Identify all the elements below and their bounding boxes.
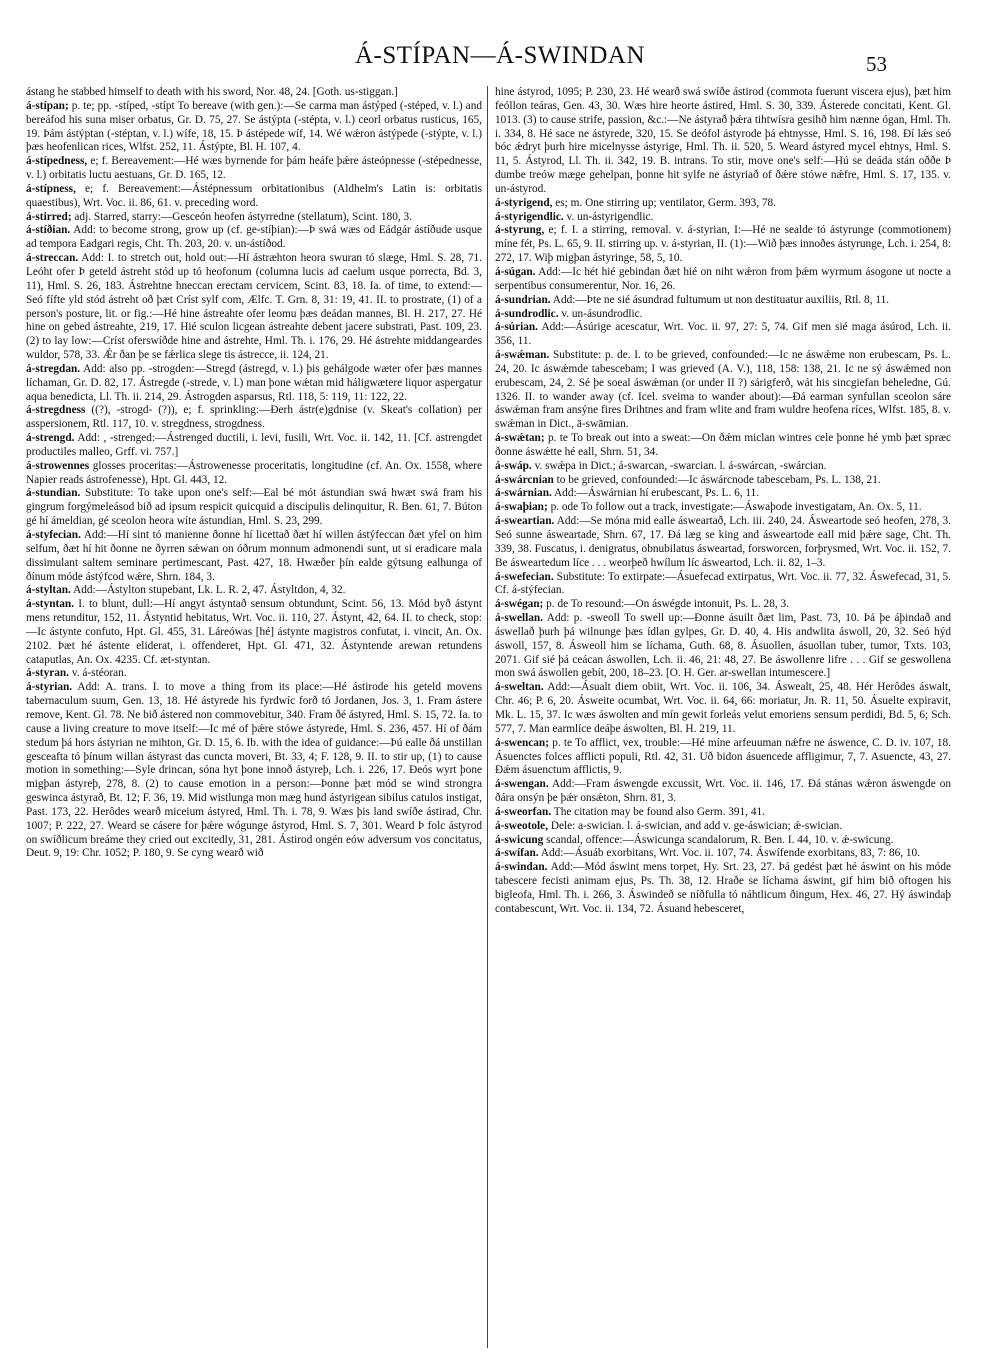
dictionary-entry: [26, 211, 482, 225]
entry-headword: á-sweartian.: [495, 515, 555, 528]
entry-headword: á-sundrodlic.: [495, 307, 559, 320]
entry-text: Add:—Fram áswengde excussit, Wrt. Voc. ii. 146, 17. Ðá stánas wǽron áswengde on ðára onsýn þe þǽr onsǽton, Shrn. 81, 3.: [495, 778, 951, 805]
entry-text: Add: , -strenged:—Ástrenged ductili, i. levi, fusili, Wrt. Voc. ii. 142, 11. [Cf. astrengdet productiles malleo, Grff. vi. 757.]: [26, 432, 482, 458]
dictionary-entry: [495, 737, 951, 779]
dictionary-entry: [495, 571, 951, 599]
entry-headword: á-strowennes: [26, 459, 90, 472]
entry-text: scandal, offence:—Áswicunga scandalorum, R. Ben. I. 44, 10. v. ǽ-swicung.: [546, 833, 894, 846]
entry-text: Add: I. to stretch out, hold out:—Hí ástræhton heora swuran tó slæge, Hml. S. 28, 71. Leóht ofer Þ geteld ástreht stód up tó heofonum (columna lucis ad caelum usque porrecta, Bd. 3, 11), Hml. S. 26, 183. Ástrehtne hneccan erectam cervicem, Scint. 83, 18. Ia. of time, to extend:—Seó fífte yld stód ástreht oð þæt Críst sylf com, Ælfc. T. Grn. 8, 31: 19, 41. II. to prostrate, (1) of a person's posture, lit. or fig.:—Hé hine ástreahte ofer leomu þæs deádan mannes, Bl. H. 217, 27. Hé hine on gebed ástreahte, 219, 17. Hié sculon licgean ástreahte debent jacere substrati, Past. 109, 23. (2) to lay low:—Críst oferswíðde hine and ástrehte, Hml. Th. i. 176, 29. Hé ástrehte middangeardes wuldor, 578, 33. Ǽr ðan þe se fǽrlica slege tis ástrecce, ii. 124, 21.: [26, 252, 482, 362]
dictionary-entry: [495, 820, 951, 834]
entry-headword: á-sundrian.: [495, 293, 551, 306]
entry-headword: á-stípedness,: [26, 155, 88, 168]
dictionary-entry: [26, 487, 482, 529]
entry-headword: á-stíðian.: [26, 224, 71, 237]
running-title: Á-STÍPAN—Á-SWINDAN: [354, 42, 646, 69]
entry-text: Add: to become strong, grow up (cf. ge-stíþian):—Þ swá wæs od Eádgár ástíðude usque ad tempora Eadgari regis, Cht. Th. 203, 20. v. un-ástíðod.: [26, 224, 482, 251]
entry-headword: á-styrung,: [495, 224, 545, 237]
column-divider: [487, 86, 488, 1348]
dictionary-entry: [26, 584, 482, 598]
dictionary-entry: [26, 529, 482, 584]
page-number: 53: [866, 52, 887, 76]
dictionary-entry: [495, 321, 951, 349]
dictionary-entry: [26, 100, 482, 155]
entry-headword: á-stregdan.: [26, 362, 81, 375]
entry-headword: á-styltan.: [26, 584, 71, 597]
dictionary-entry: [26, 598, 482, 667]
entry-text: The citation may be found also Germ. 391, 41.: [553, 805, 765, 818]
entry-text: Add: A. trans. I. to move a thing from its place:—Hé ástirode his geteld movens tabernaculum suum, Gen. 13, 18. Hé ástyrede his fyrdwíc forð tó Jordanen, Jos. 3, 1. Fram ástere remove, Kent. Gl. 78. Ne bið ástered non commovebitur, 340. Fram ðé ástyred, Hml. S. 15, 72. Ia. to cause a living creature to move itself:—Ic mé of þǽre stówe ástyrede, Hml. S. 236, 457. Hí of ðám stedum þá hors ástyrian ne mihton, Gr. D. 15, 6. Ib. with the idea of guidance:—Þú ealle ðá unstillan gesceafta tó þínum willan ástyrast das cuncta moveri, Bt. 33, 4; F. 128, 9. II. to stir up, (1) to cause motion in something:—Syle drincan, sóna hyt þone innoð ástyreþ, Lch. i. 226, 17. Ðeós wyrt þone migþan ástyreþ, 278, 8. (2) to cause emotion in a person:—Þonne þæt mód se wind strongra geswinca ástyrað, Bt. 12; F. 36, 19. Mid wistlunga mon mæg hund ástyrigean sibilus catulos instigat, Past. 173, 22. Herôdes wearð miceium ástyred, Hml. Th. i. 78, 9. Wæs þis land swíðe ástirad, Chr. 1007; P. 222, 27. Weard se cásere for þǽre wógunge ástyrod, Hml. S. 7, 301. Weard Þ folc ástyrod on swíðlicum breáme they cried out excitedly, 31, 281. Ástirod ongén eów adversum vos concitatus, Deut. 9, 19: Chr. 1052; P. 180, 9. Se cyng wearð wið: [26, 681, 482, 860]
dictionary-entry: [495, 834, 951, 848]
dictionary-entry: [26, 404, 482, 432]
entry-headword: á-swǽman.: [495, 349, 550, 362]
dictionary-entry: [495, 86, 951, 197]
entry-headword: á-swicung: [495, 833, 544, 846]
entry-text: es; m. One stirring up; ventilator, Germ. 393, 78.: [555, 196, 777, 209]
entry-headword: á-súgan.: [495, 265, 536, 278]
dictionary-entry: [26, 86, 482, 100]
page-header: [0, 26, 1000, 76]
dictionary-entry: [495, 861, 951, 916]
entry-text: p. ode To follow out a track, investigate:—Áswaþode investigatam, An. Ox. 5, 11.: [550, 501, 922, 514]
entry-text: Dele: a-swician. l. á-swician, and add v. ge-áswician; ǽ-swician.: [550, 819, 843, 832]
entry-headword: á-styrigend,: [495, 196, 553, 209]
entry-headword: á-swellan.: [495, 612, 544, 625]
dictionary-entry: [495, 474, 951, 488]
dictionary-entry: [495, 847, 951, 861]
entry-headword: á-swengan.: [495, 778, 549, 791]
dictionary-entry: [26, 460, 482, 488]
entry-headword: á-swégan;: [495, 598, 544, 611]
entry-headword: á-swindan.: [495, 861, 548, 874]
entry-text: v. á-stéoran.: [71, 667, 127, 680]
entry-text: e; f. Bereavement:—Ástépnessum orbitationibus (Aldhelm's Latin is: orbitatis quaestibus), Wrt. Voc. ii. 86, 61. v. preceding word.: [26, 182, 482, 209]
entry-text: Add: p. -sweoll To swell up:—Ðonne ásuilt ðæt lim, Past. 73, 10. Þá þe áþindað and áswellað þurh þá wilnunge þæs ídlan gylpes, Gr. D. 40, 4. His andwlita áswoll, 20, 32. Seó hýd áswoll, 157, 8. Ásweoll him se líchama, Guth. 68, 8. Ásuollen, ásuollan tuber, tumor, Txts. 103, 2071. Gif sié þá ceácan áswollen, Lch. ii. 46, 21: 48, 27. Be áswollenre lifre . . . Gif se geswollena mon swá áswollen gebít, 200, 18–23. [O. H. Ger. ar-swellan intumescere.]: [495, 612, 951, 680]
entry-headword: á-styfecian.: [26, 529, 81, 541]
dictionary-entry: [495, 308, 951, 322]
entry-text: ástang he stabbed himself to death with his sword, Nor. 48, 24. [Goth. us-stiggan.]: [26, 86, 398, 98]
dictionary-entry: [26, 155, 482, 183]
dictionary-entry: [26, 681, 482, 861]
entry-text: Add:—Þte ne sié ásundrad fultumum ut non destituatur auxiliis, Rtl. 8, 11.: [552, 293, 890, 306]
entry-text: Add:—Ástylton stupebant, Lk. L. R. 2, 47. Ástyltdon, 4, 32.: [73, 584, 346, 597]
entry-text: to be grieved, confounded:—Ic áswárcnode tabescebam, Ps. L. 138, 21.: [556, 473, 881, 486]
entry-headword: á-swífan.: [495, 847, 539, 860]
entry-headword: á-swárcnian: [495, 473, 554, 486]
entry-text: Add:—Ásuáb exorbitans, Wrt. Voc. ii. 107, 74. Áswífende exorbitans, 83, 7: 86, 10.: [540, 847, 921, 860]
entry-headword: á-swefecian.: [495, 570, 554, 583]
left-column: [26, 86, 482, 1348]
entry-headword: á-styntan.: [26, 598, 75, 611]
entry-text: Add:—Ásúrige acescatur, Wrt. Voc. ii. 97, 27: 5, 74. Gif men sié maga ásúrod, Lch. ii. 356, 11.: [495, 321, 951, 348]
dictionary-entry: [495, 294, 951, 308]
entry-text: Add: also pp. -strogden:—Stregd (ástregd, v. l.) þis gehálgode wæter ofer þæs mannes líchaman, Gr. D. 82, 17. Ástregde (-strede, v. l.) man þone wǽtan mid háligwætere liquor aspergatur aqua benedicta, Ll. Th. ii. 214, 29. Ástrogden asparsus, Rtl. 118, 5: 119, 11: 122, 22.: [26, 362, 482, 403]
entry-text: ((?), -strogd- (?)), e; f. sprinkling:—Ðerh ástr(e)gdnise (v. Skeat's collation) per asspersionem, Rtl. 117, 10. v. stregdness, strogdness.: [26, 404, 482, 431]
entry-text: adj. Starred, starry:—Gesceón heofen ástyrredne (stellatum), Scint. 180, 3.: [74, 210, 412, 223]
dictionary-entry: [26, 363, 482, 405]
dictionary-entry: [495, 515, 951, 570]
two-column-body: [26, 86, 986, 1348]
entry-headword: á-súrian.: [495, 321, 538, 334]
entry-headword: á-swáp.: [495, 459, 532, 472]
dictionary-entry: [26, 432, 482, 460]
entry-headword: á-sweltan.: [495, 681, 544, 694]
entry-text: I. to blunt, dull:—Hí angyt ástyntað sensum obtundunt, Scint. 56, 13. Mód byð ástynt mens retunditur, 152, 11. Ástyntid hebitatus, Wrt. Voc. ii. 110, 27. Ástynt, 42, 64. II. to check, stop:—Ic ástynte confuto, Hpt. Gl. 455, 31. Láreówas [hé] ástynte magistros confutat, i. vincit, An. Ox. 2102. Þæt hé ástente eliderat, i. offenderet, Hpt. Gl. 471, 32. Ástyntende arewan retundens cataputlas, An. Ox. 4235. Cf. æt-styntan.: [26, 598, 482, 666]
right-column: [495, 86, 951, 1348]
dictionary-entry: [26, 667, 482, 681]
entry-headword: á-streccan.: [26, 252, 79, 265]
entry-headword: á-sweorfan.: [495, 805, 552, 818]
entry-text: p. de To resound:—On áswégde intonuit, Ps. L. 28, 3.: [546, 598, 789, 611]
entry-headword: á-swǽtan;: [495, 432, 545, 445]
dictionary-entry: [26, 183, 482, 211]
entry-headword: á-stundian.: [26, 487, 81, 500]
entry-text: Substitute: To take upon one's self:—Eal bé mót ástundian swá hwæt swá fram his gingrum forgýmeleásod bið ad ipsum respicit quicquid a discipulis delinquitur, R. Ben. 61, 7. Búton gé hí ámeldian, gé sceolon heora wíte ástundian, Hml. S. 23, 299.: [26, 487, 482, 528]
entry-text: p. te; pp. -stíped, -stípt To bereave (with gen.):—Se carma man ástýped (-stéped, v. l.) and bereáfod his suna miser orbatus, Gr. D. 75, 27. Se ástýpta (-stépta, v. l.) ceorl orbatus rusticus, 165, 19. Þám ástýptan (-stéptan, v. l.) wífe, 18, 15. Þ ástépede wíf, 14. Wé wǽron ástýpede (-stýpte, v. l.) þæs heofenlican rices, Wlfst. 252, 11. Ástýpte, Bl. H. 107, 4.: [26, 99, 482, 154]
entry-text: v. swǽpa in Dict.; á-swarcan, -swarcian. l. á-swárcan, -swárcian.: [534, 459, 827, 472]
entry-text: Add:—Áswárnian hí erubescant, Ps. L. 6, 11.: [554, 487, 760, 500]
entry-headword: á-styran.: [26, 667, 69, 680]
entry-text: Add:—Ic hét hié gebindan ðæt hié on niht wǽron from þǽm wyrmum ásogone ut nocte a serpentibus consumerentur, Nor. 16, 26.: [495, 265, 951, 292]
entry-text: p. te To break out into a sweat:—On ðǽm miclan wintres cele þonne hé ymb þæt spræc ðonne áswǽtte hé eall, Shrn. 51, 34.: [495, 432, 951, 458]
entry-headword: á-stregdness: [26, 404, 86, 417]
entry-headword: á-swaþian;: [495, 501, 548, 514]
dictionary-entry: [495, 681, 951, 736]
dictionary-entry: [495, 349, 951, 432]
dictionary-entry: [495, 432, 951, 460]
dictionary-entry: [26, 224, 482, 252]
entry-text: Add:—Se móna mid ealle ásweartað, Lch. iii. 240, 24. Ásweartode seó heofen, 278, 3. Seó sunne ásweartade, Shrn. 67, 17. Ðá læg se king and ásweartode eall mid þǽre sage, Cht. Th. 339, 38. Fuscatus, i. denigratus, obnubilatus ásweartad, forsworcen, forþrysmed, Wrt. Voc. ii. 152, 7. Be ásweartedum líce . . . weorþeð hwílum líc ásweartod, Lch. ii. 82, 1–3.: [495, 515, 951, 569]
dictionary-entry: [495, 806, 951, 820]
dictionary-entry: [495, 197, 951, 211]
entry-text: hine ástyrod, 1095; P. 230, 23. Hé wearð swá swíðe ástirod (commota fuerunt viscera ejus), þæt him feóllon teáras, Gen. 43, 30. Wæs hire heorte ástired, Hml. S. 30, 339. Ásterede concitati, Kent. Gl. 1013. (3) to cause strife, passion, &c.:—Ne ástyrað þǽra tihtwísra gesihð him nænne ógan, Hml. Th. i. 334, 8. Hé sace ne ástyrede, 320, 15. Se deófol ástyrode þá ehtnysse, Hml. S. 16, 198. Ðí lǽs seó bóc ǽdryt þurh hire micelnysse ástyrige, Hml. Th. ii. 520, 5. Weard ástyred mycel ehtnys, Hml. S. 11, 5. Ástyrod, Ll. Th. ii. 342, 19. B. intrans. To stir, move one's self:—Hú se deáda stán oððe Þ dumbe treów mæge gehelpan, þonne hit sylfe ne ástyriað of ðǽre stówe nǽfre, Hml. S. 17, 135. v. un-ástyrod.: [495, 86, 951, 195]
entry-text: e; f. Bereavement:—Hé wæs byrnende for þám heáfe þǽre ásteópnesse (-stépednesse, v. l.) orbitatis luctu aestuans, Gr. D. 165, 12.: [26, 155, 482, 182]
dictionary-entry: [495, 224, 951, 266]
dictionary-entry: [495, 460, 951, 474]
entry-text: p. te To afflict, vex, trouble:—Hé míne arfeuuman nǽfre ne áswence, C. D. iv. 107, 18. Ásuenctes folces afflicti populi, Rtl. 42, 31. Uð bidon ásuencede affligimur, 7, 7. Asuencte, 43, 27. Ðǽm ásuenctum afflictis, 9.: [495, 736, 951, 777]
entry-text: Substitute: To extirpate:—Ásuefecad extirpatus, Wrt. Voc. ii. 77, 32. Áswefecad, 31, 5. Cf. á-stýfecian.: [495, 570, 951, 597]
dictionary-entry: [495, 612, 951, 681]
dictionary-entry: [26, 252, 482, 363]
entry-text: v. un-ástyrigendlic.: [566, 210, 654, 223]
dictionary-entry: [495, 211, 951, 225]
dictionary-entry: [495, 266, 951, 294]
entry-text: e; f. I. a stirring, removal. v. á-styrian, I:—Hé ne sealde tó ástyrunge (commotionem) míne fét, Ps. L. 65, 9. II. stirring up. v. á-styrian, II. (1):—Wið þæs innoðes ástyrunge, Lch. i. 254, 8: 272, 17. Wiþ migþan ástyringe, 58, 5, 10.: [495, 224, 951, 265]
entry-text: Substitute: p. de. I. to be grieved, confounded:—Ic ne áswǽme non erubescam, Ps. L. 24, 20. Ic áswǽmde tabescebam; I was grieved (A. V.), 118, 158: 138, 21. Ic ne sý áswǽmed non erubescam, 24, 2. Sé þe soeal áswǽman (or under II ?) sárigferð, wát his sincgiefan beheledne, Gú. 1326. II. to wander away (cf. Icel. sveima to wander about):—Ðá earman synfullan sceolon sáre áswǽman fram ansýne fires Drihtnes and fram wlite and fram wuldre heofena ríces, Wlfst. 185, 8. v. swǽman in Dict., ā-swāmian.: [495, 349, 951, 431]
entry-text: v. un-ásundrodlic.: [561, 307, 643, 320]
entry-text: Add:—Hí sint tó manienne ðonne hí licettað ðæt hí willen ástýfeccan ðæt yfel on him selfum, ðæt hí hit ðonne ne ðyrren sǽwan on óðrum monnum admonendi sunt, ut si eradicare mala dissimulant saltem seminare pertimescant, Past. 427, 18. Hwæðer þín ealde gýtsung ealhunga of ðínum móde ástýfcod wǽre, Shrn. 184, 3.: [26, 529, 482, 583]
entry-text: Add:—Ásualt diem obiit, Wrt. Voc. ii. 106, 34. Áswealt, 25, 48. Hér Herôdes áswalt, Chr. 46; P. 6, 20. Ásweite ocumbat, Wrt. Voc. ii. 64, 66: moriatur, Jn. R. 11, 50. Ásuelte expiravit, Mk. L. 15, 37. Ic wæs áswolten and mín gewit forleás velut emoriens sensum perdidi, Bd. 5, 6; Sch. 577, 7. Man earmlíce deáþe áswolten, Bl. H. 219, 11.: [495, 681, 951, 735]
entry-headword: á-stípan;: [26, 99, 69, 112]
dictionary-entry: [495, 487, 951, 501]
entry-headword: á-styrian.: [26, 681, 73, 694]
dictionary-entry: [495, 598, 951, 612]
dictionary-entry: [495, 778, 951, 806]
entry-headword: á-swárnian.: [495, 487, 552, 500]
entry-headword: á-stípness,: [26, 182, 76, 195]
dictionary-entry: [495, 501, 951, 515]
entry-headword: á-styrigendlic.: [495, 210, 564, 223]
entry-headword: á-stirred;: [26, 210, 72, 223]
entry-headword: á-sweotole,: [495, 819, 549, 832]
entry-text: Add:—Mód áswint mens torpet, Hy. Srt. 23, 27. Þá gedést þæt hé áswint on his móde tabescere fecisti animam ejus, Ps. Th. 38, 12. Hraðe se líchama áswint, gif him bið oftogen his bigleofa, Hml. Th. i. 266, 3. Áswindeð se níðfulla tó náhtlicum ðingum, Hex. 46, 27. Hý áswindaþ contabescunt, Wrt. Voc. ii. 134, 72. Ásuand hebesceret,: [495, 861, 951, 915]
entry-text: glosses proceritas:—Ástrowenesse proceritatis, longitudine (cf. An. Ox. 1558, where Napier reads ástrofenesse), Hpt. Gl. 443, 12.: [26, 459, 482, 486]
entry-headword: á-strengd.: [26, 432, 75, 445]
entry-headword: á-swencan;: [495, 736, 549, 749]
